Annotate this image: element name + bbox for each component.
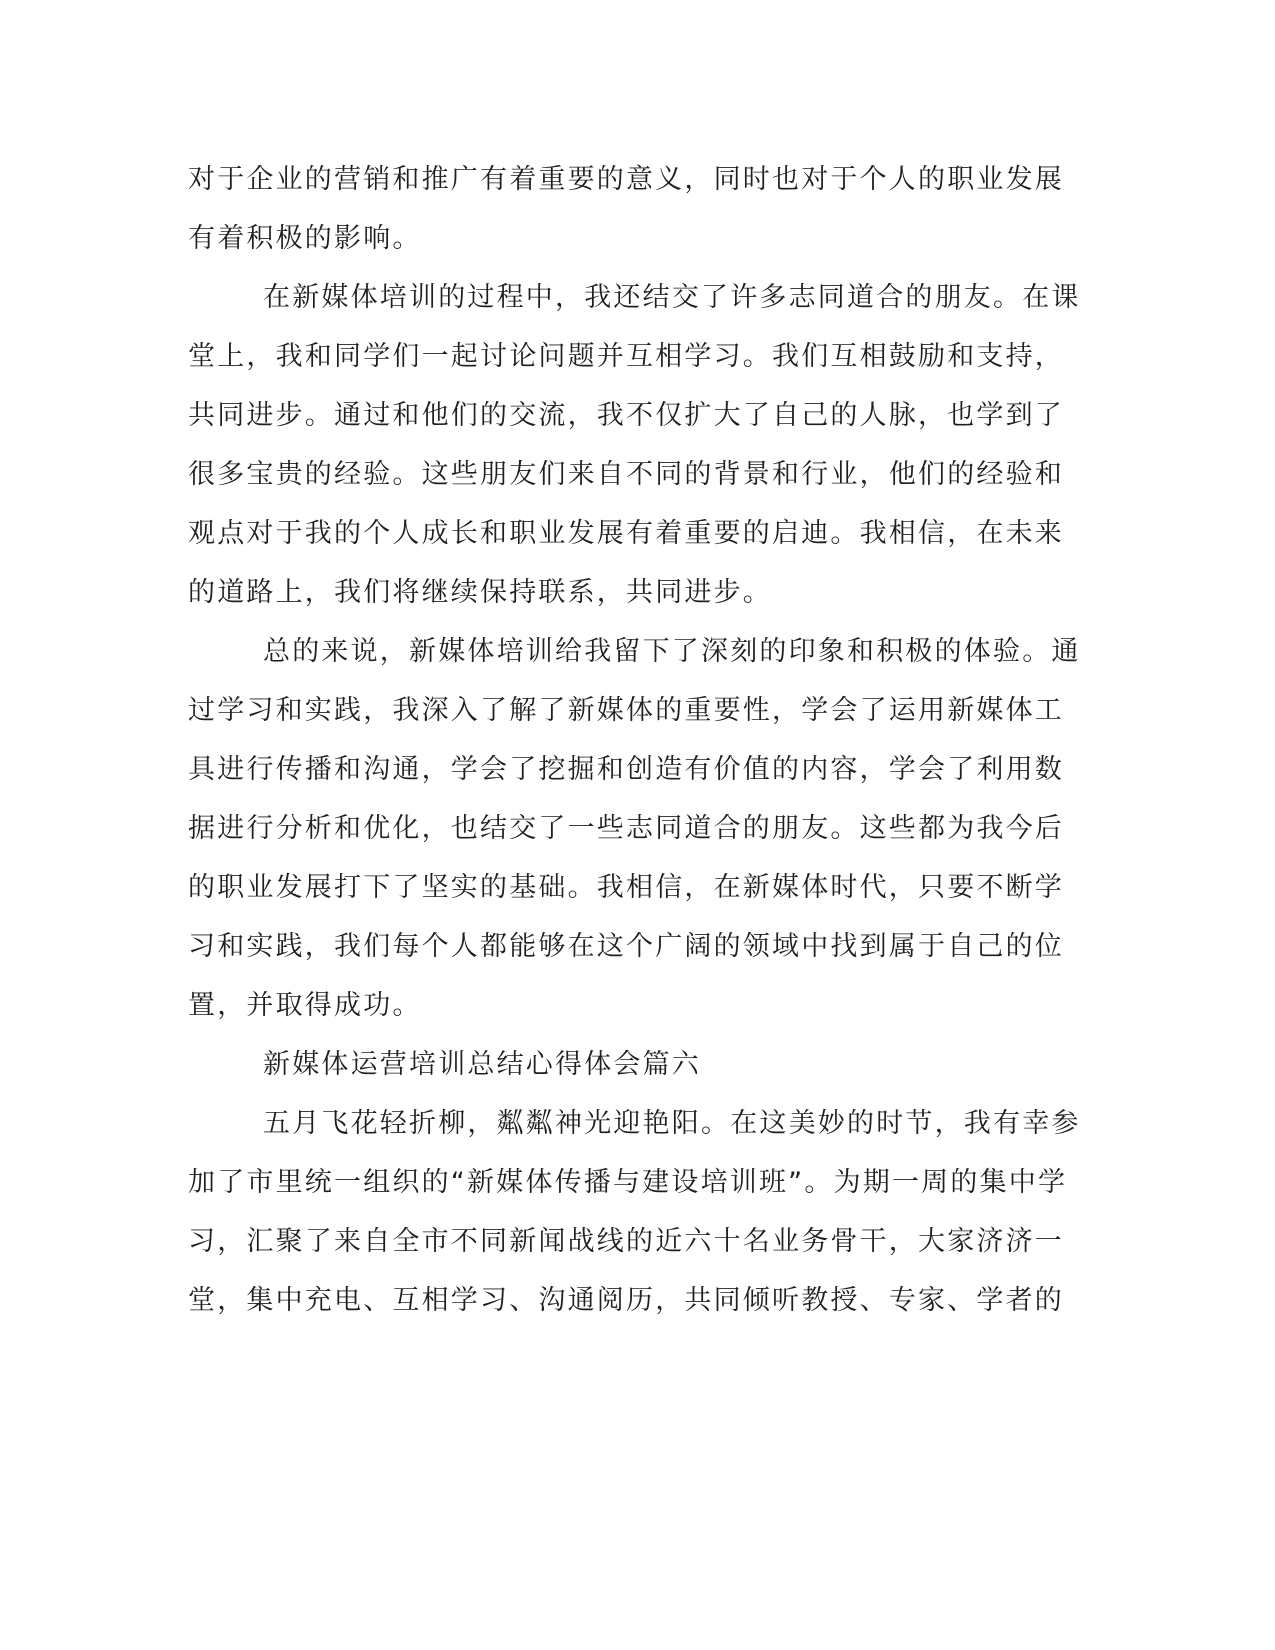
text-line: 共同进步。通过和他们的交流，我不仅扩大了自己的人脉，也学到了 [188,400,1064,431]
text-line: 的道路上，我们将继续保持联系，共同进步。 [188,577,772,608]
text-line: 习和实践，我们每个人都能够在这个广阔的领域中找到属于自己的位 [188,931,1064,962]
text-line: 堂，集中充电、互相学习、沟通阅历，共同倾听教授、专家、学者的 [188,1285,1064,1316]
text-line: 加了市里统一组织的“新媒体传播与建设培训班”。为期一周的集中学 [188,1167,1068,1198]
paragraph-first-line: 在新媒体培训的过程中，我还结交了许多志同道合的朋友。在课 [263,282,1081,313]
text-line: 对于企业的营销和推广有着重要的意义，同时也对于个人的职业发展 [188,164,1064,195]
text-line: 观点对于我的个人成长和职业发展有着重要的启迪。我相信，在未来 [188,518,1064,549]
text-line: 的职业发展打下了坚实的基础。我相信，在新媒体时代，只要不断学 [188,872,1064,903]
section-heading: 新媒体运营培训总结心得体会篇六 [263,1049,701,1080]
text-line: 堂上，我和同学们一起讨论问题并互相学习。我们互相鼓励和支持， [188,341,1064,372]
text-line: 习，汇聚了来自全市不同新闻战线的近六十名业务骨干，大家济济一 [188,1226,1064,1257]
text-line: 具进行传播和沟通，学会了挖掘和创造有价值的内容，学会了利用数 [188,754,1064,785]
paragraph-first-line: 总的来说，新媒体培训给我留下了深刻的印象和积极的体验。通 [263,636,1081,667]
text-line: 有着积极的影响。 [188,223,422,254]
text-line: 置，并取得成功。 [188,990,422,1021]
text-line: 据进行分析和优化，也结交了一些志同道合的朋友。这些都为我今后 [188,813,1064,844]
paragraph-first-line: 五月飞花轻折柳，粼粼神光迎艳阳。在这美妙的时节，我有幸参 [263,1108,1081,1139]
text-line: 很多宝贵的经验。这些朋友们来自不同的背景和行业，他们的经验和 [188,459,1064,490]
text-line: 过学习和实践，我深入了解了新媒体的重要性，学会了运用新媒体工 [188,695,1064,726]
